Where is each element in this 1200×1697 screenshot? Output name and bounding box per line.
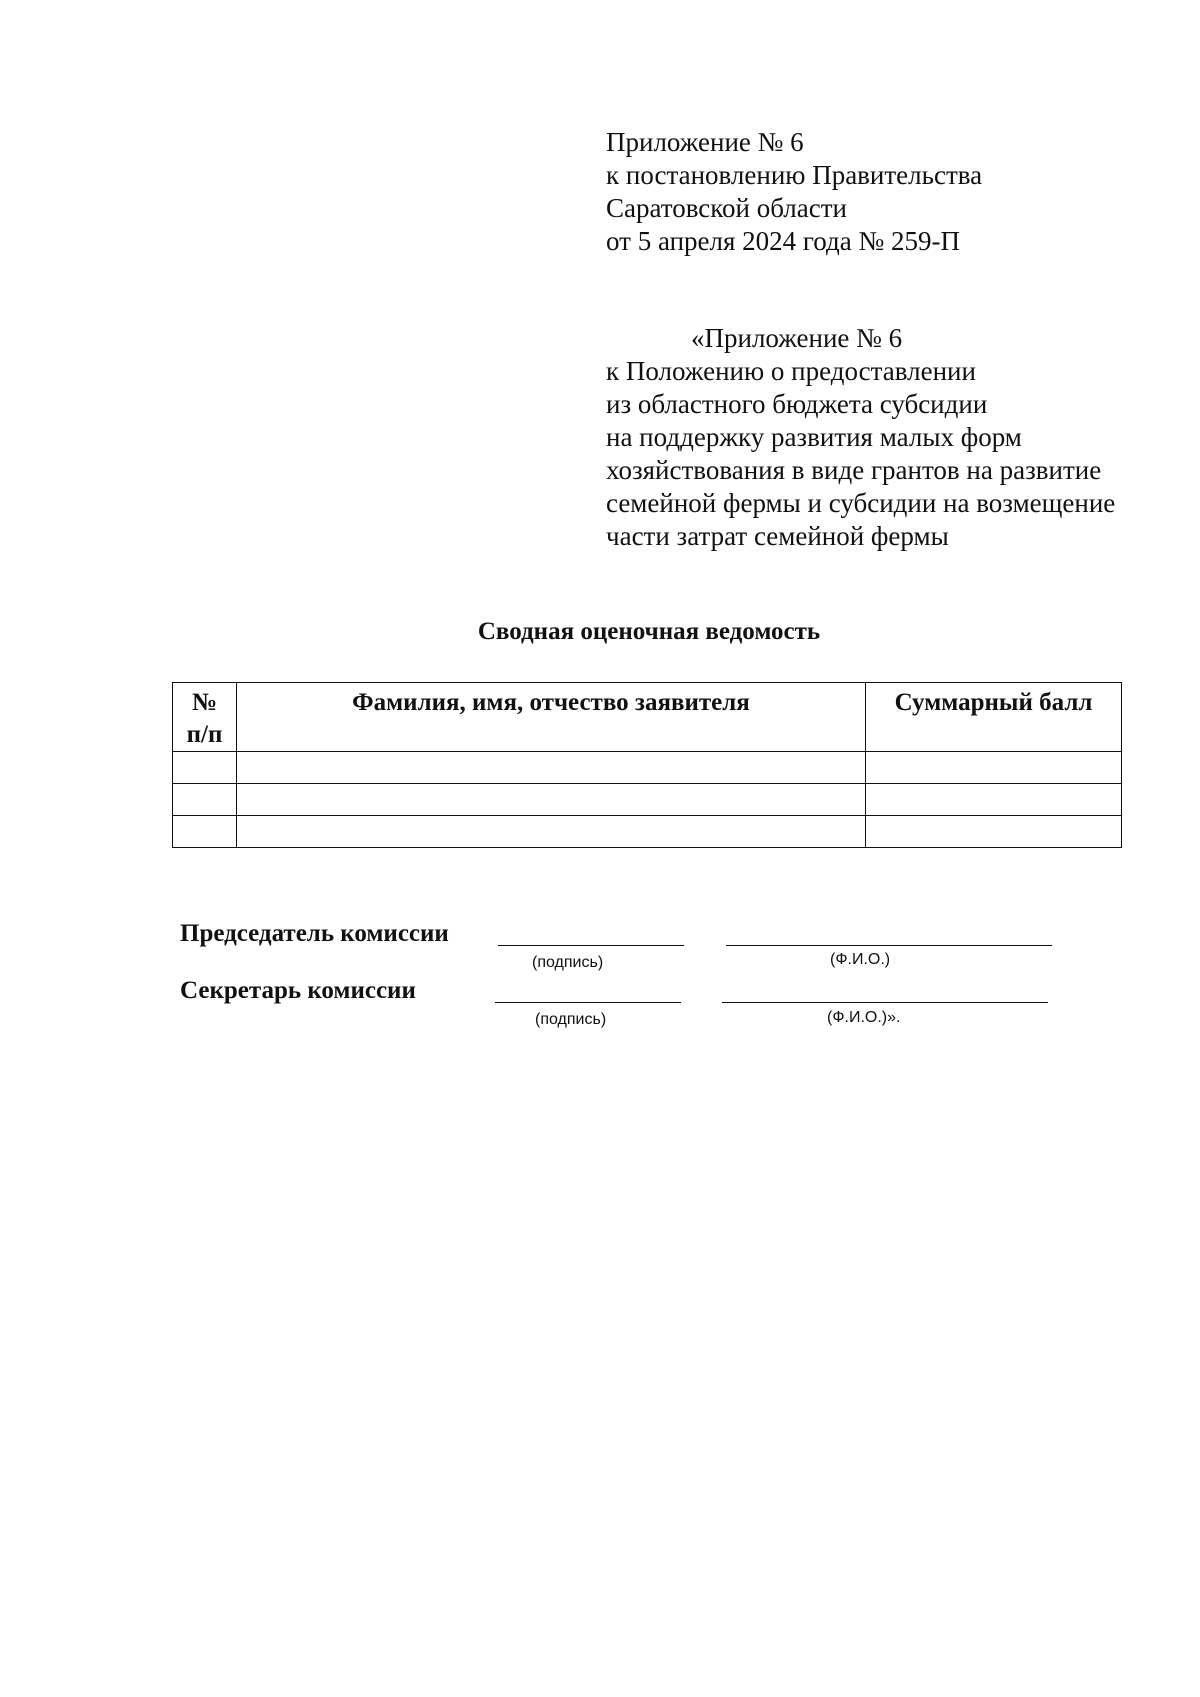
secretary-signature-caption: (подпись) xyxy=(535,1011,607,1028)
chairman-label: Председатель комиссии xyxy=(180,920,449,947)
secretary-label: Секретарь комиссии xyxy=(180,977,416,1004)
annex-line: семейной фермы и субсидии на возмещение xyxy=(606,488,1116,518)
header-line: Приложение № 6 xyxy=(606,127,804,157)
chairman-fio-line[interactable] xyxy=(726,945,1052,946)
table-cell[interactable] xyxy=(237,752,866,784)
column-header-score: Суммарный балл xyxy=(866,683,1122,752)
annex-header xyxy=(606,322,1115,553)
annex-line: хозяйствования в виде грантов на развитие xyxy=(606,455,1102,485)
table-cell[interactable] xyxy=(237,816,866,848)
secretary-signature-line[interactable] xyxy=(495,1002,681,1003)
column-header-number-line2: п/п xyxy=(186,721,223,748)
secretary-fio-line[interactable] xyxy=(722,1002,1048,1003)
annex-line: части затрат семейной фермы xyxy=(606,521,949,551)
column-header-number xyxy=(173,683,237,752)
table-cell[interactable] xyxy=(173,752,237,784)
chairman-fio-caption: (Ф.И.О.) xyxy=(830,951,891,968)
annex-line: «Приложение № 6 xyxy=(691,323,903,353)
table-cell[interactable] xyxy=(866,816,1122,848)
assessment-table xyxy=(172,682,1122,848)
table-row xyxy=(173,752,1122,784)
header-line: Саратовской области xyxy=(606,193,847,223)
column-header-name: Фамилия, имя, отчество заявителя xyxy=(237,683,866,752)
approval-header xyxy=(606,126,982,258)
annex-line: к Положению о предоставлении xyxy=(606,356,976,386)
header-line: от 5 апреля 2024 года № 259-П xyxy=(606,226,960,256)
chairman-signature-caption: (подпись) xyxy=(532,954,604,971)
table-cell[interactable] xyxy=(173,816,237,848)
table-row xyxy=(173,816,1122,848)
chairman-signature-line[interactable] xyxy=(498,945,684,946)
table-header-row xyxy=(173,683,1122,752)
table-cell[interactable] xyxy=(866,784,1122,816)
document-title: Сводная оценочная ведомость xyxy=(477,618,821,645)
table-cell[interactable] xyxy=(173,784,237,816)
header-line: к постановлению Правительства xyxy=(606,160,983,190)
table-cell[interactable] xyxy=(866,752,1122,784)
column-header-number-line1: № xyxy=(191,689,218,716)
secretary-fio-caption: (Ф.И.О.)». xyxy=(827,1009,901,1026)
table-cell[interactable] xyxy=(237,784,866,816)
annex-line: из областного бюджета субсидии xyxy=(606,389,988,419)
annex-line: на поддержку развития малых форм xyxy=(606,422,1022,452)
table-row xyxy=(173,784,1122,816)
